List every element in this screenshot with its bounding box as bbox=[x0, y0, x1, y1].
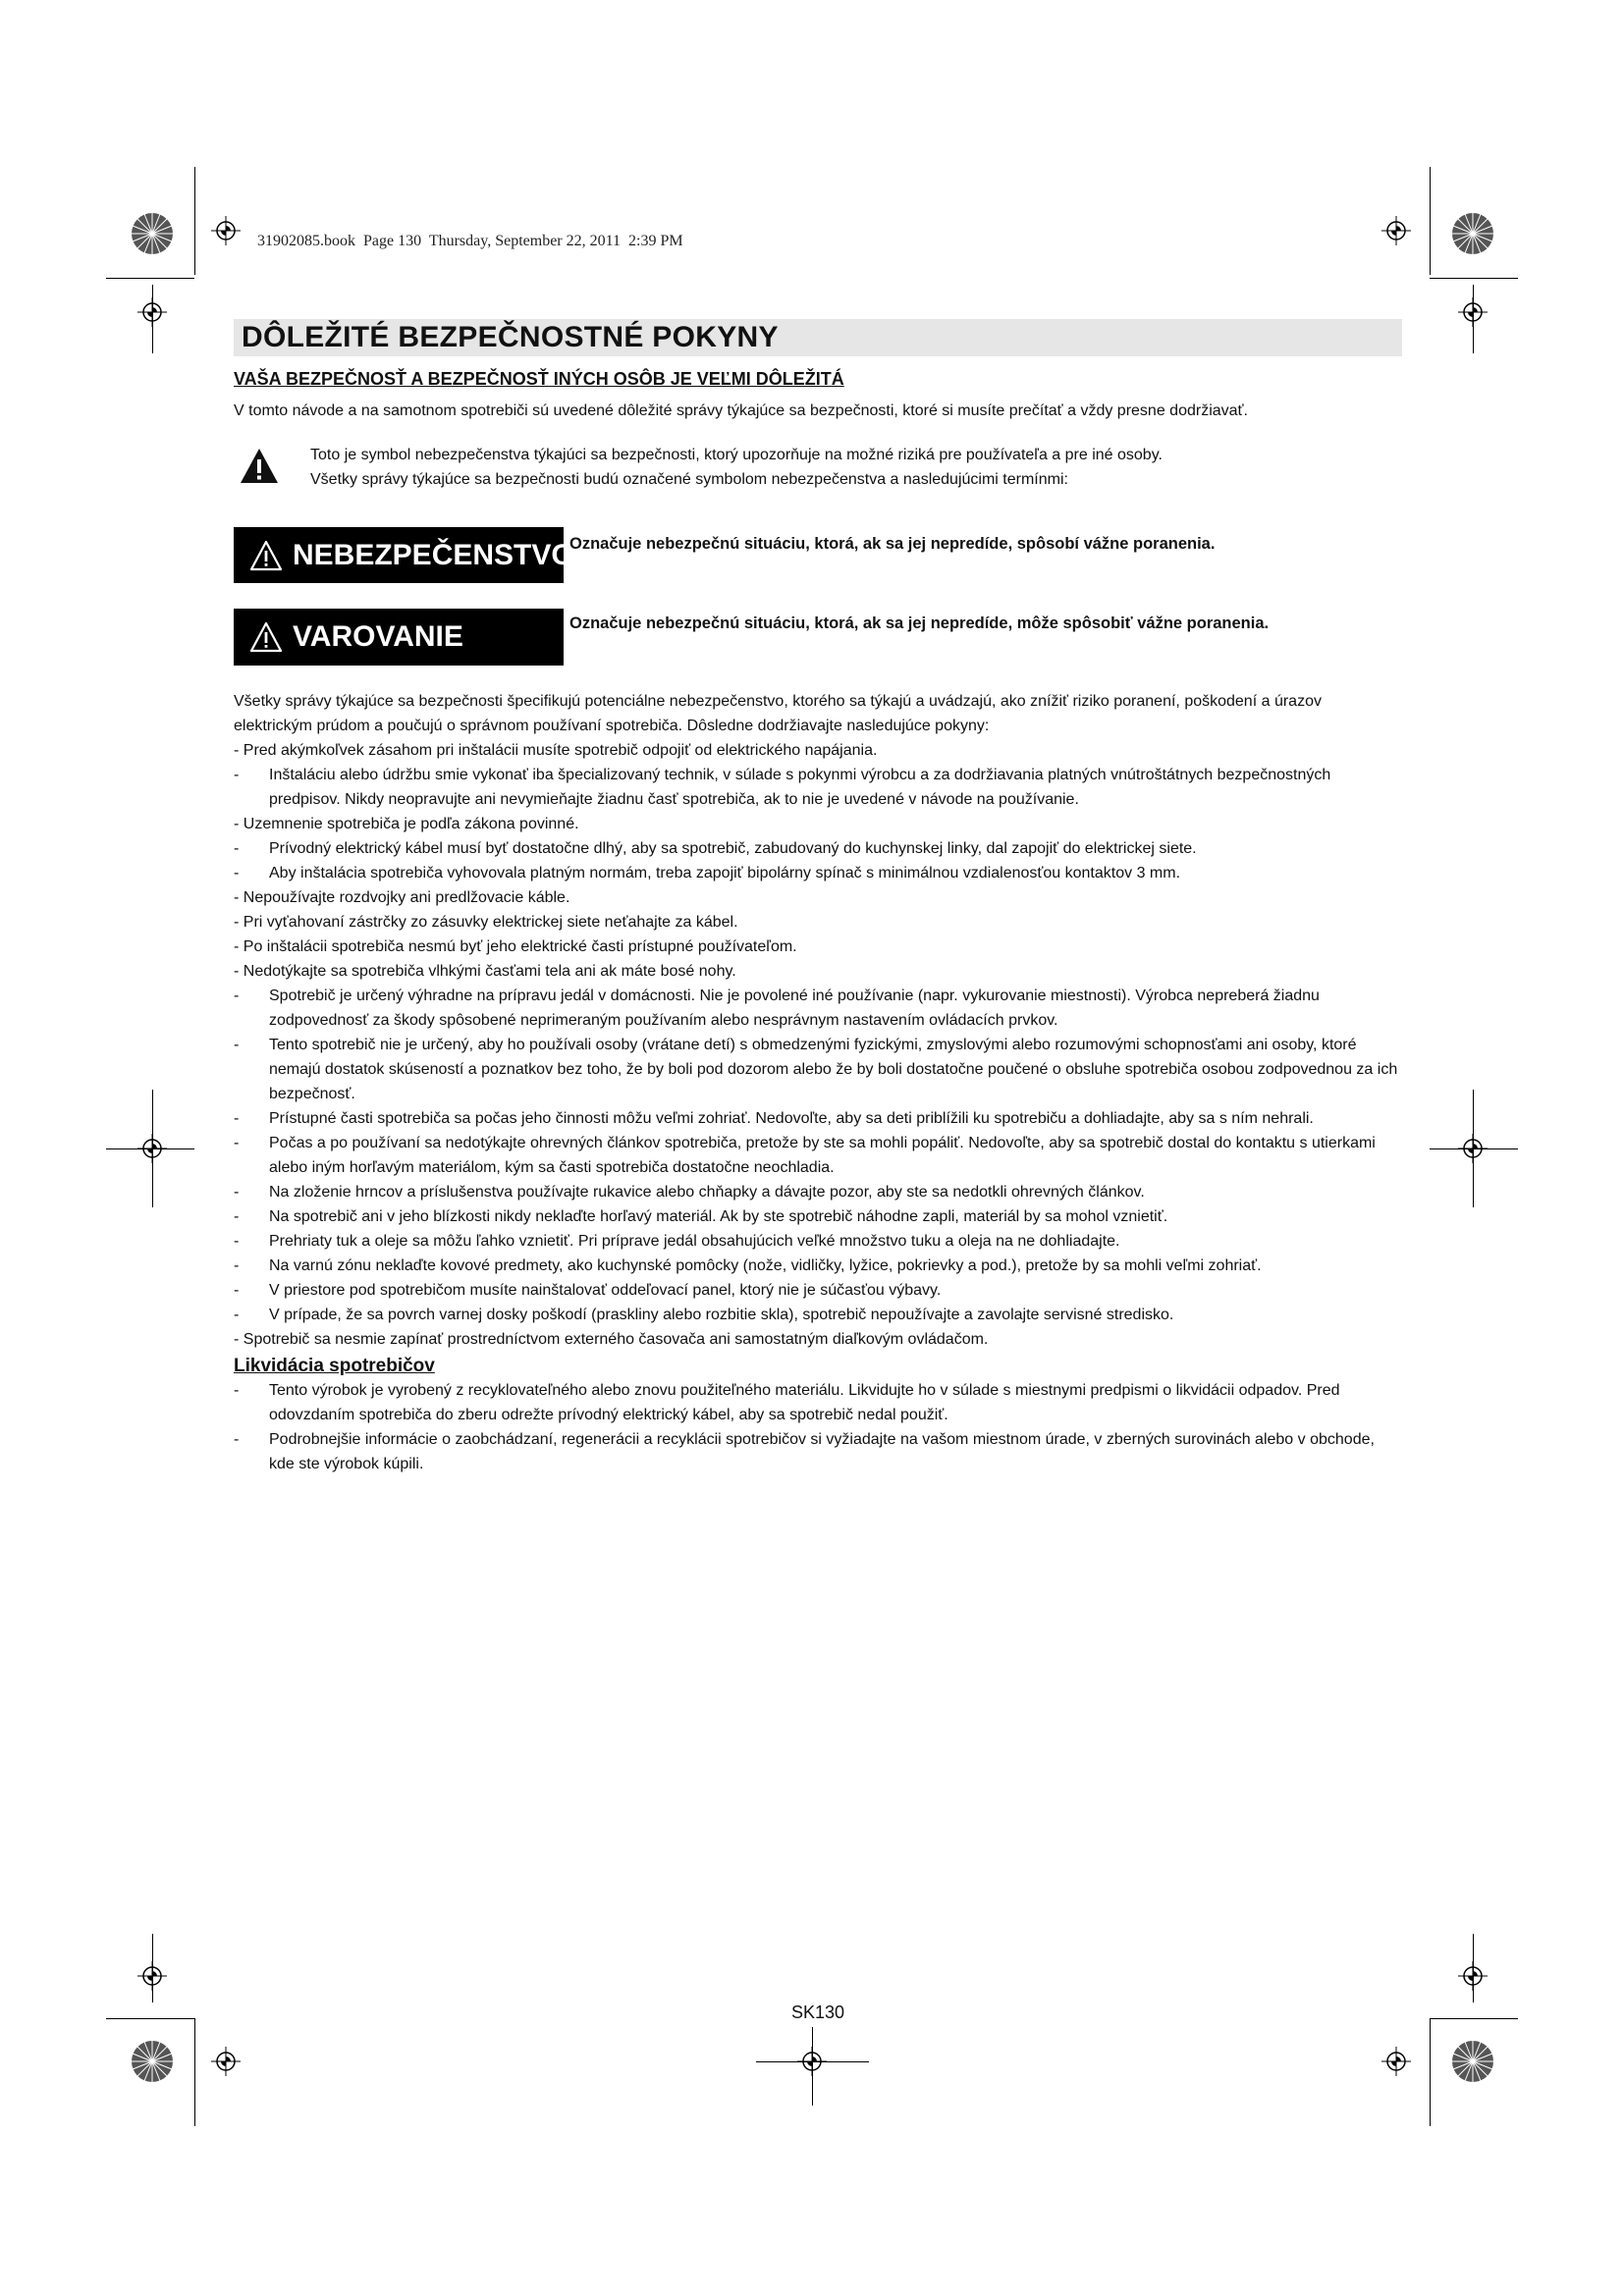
list-dash: - bbox=[234, 1110, 240, 1127]
list-item-text: Podrobnejšie informácie o zaobchádzaní, regenerácii a recyklácii spotrebičov si vyžiadajte na vašom miestnom úrade, v zberných surovinách alebo v obchode, kde ste výrobok kúpili. bbox=[269, 1431, 1375, 1472]
list-item bbox=[234, 1278, 1402, 1303]
warning-signal-box bbox=[234, 609, 564, 666]
list-item bbox=[234, 1106, 1402, 1131]
registration-cross-icon bbox=[1381, 216, 1411, 245]
disposal-list bbox=[234, 1378, 1402, 1476]
list-item bbox=[234, 738, 1402, 763]
list-dash: - bbox=[234, 1037, 240, 1053]
symbol-line-1: Toto je symbol nebezpečenstva týkajúci sa bezpečnosti, ktorý upozorňuje na možné riziká pre používateľa a pre iné osoby. bbox=[310, 447, 1163, 463]
list-item bbox=[234, 1378, 1402, 1427]
list-item-text: - Nepoužívajte rozdvojky ani predlžovacie káble. bbox=[234, 889, 570, 906]
danger-label: NEBEZPEČENSTVO bbox=[293, 538, 574, 571]
list-item-text: - Pred akýmkoľvek zásahom pri inštalácii musíte spotrebič odpojiť od elektrického napájania. bbox=[234, 742, 878, 759]
list-item bbox=[234, 763, 1402, 812]
list-item bbox=[234, 812, 1402, 836]
danger-description: Označuje nebezpečnú situáciu, ktorá, ak sa jej nepredíde, spôsobí vážne poranenia. bbox=[569, 535, 1216, 553]
registration-rosette-icon bbox=[1451, 212, 1494, 255]
symbol-line-2: Všetky správy týkajúce sa bezpečnosti budú označené symbolom nebezpečenstva a nasledujúcimi termínmi: bbox=[310, 471, 1068, 488]
crop-line bbox=[1430, 167, 1431, 275]
registration-cross-icon bbox=[211, 216, 241, 245]
list-dash: - bbox=[234, 1307, 240, 1323]
crop-line bbox=[106, 2018, 194, 2019]
list-item-text: Spotrebič je určený výhradne na prípravu jedál v domácnosti. Nie je povolené iné používanie (napr. vykurovanie miestnosti). Výrobca nepreberá žiadnu zodpovednosť za škody spôsobené neprimeraným používaním alebo nesprávnym nastavením ovládacích prvkov. bbox=[269, 988, 1320, 1029]
crop-line bbox=[1473, 285, 1474, 353]
crop-line bbox=[194, 2018, 195, 2126]
registration-rosette-icon bbox=[1451, 2040, 1494, 2083]
list-item-text: Na varnú zónu neklaďte kovové predmety, ako kuchynské pomôcky (nože, vidličky, lyžice, pokrievky a pod.), pretože by sa mohli veľmi zohriať. bbox=[269, 1257, 1262, 1274]
list-item bbox=[234, 910, 1402, 934]
general-paragraph: Všetky správy týkajúce sa bezpečnosti špecifikujú potenciálne nebezpečenstvo, ktorého sa týkajú a uvádzajú, ako znížiť riziko poranení, poškodení a úrazov elektrickým prúdom a poučujú o správnom používaní spotrebiča. Dôsledne dodržiavajte nasledujúce pokyny: bbox=[234, 693, 1322, 734]
book-header-line: 31902085.book Page 130 Thursday, September 22, 2011 2:39 PM bbox=[257, 233, 683, 249]
list-item-text: Tento spotrebič nie je určený, aby ho používali osoby (vrátane detí) s obmedzenými fyzickými, zmyslovými alebo rozumovými schopnosťami ani osoby, ktoré nemajú dostatok skúseností a poznatkov bez toho, že by boli pod dozorom alebo že by boli dostatočne poučené o obsluhe spotrebiča osobou zodpovednou za ich bezpečnosť. bbox=[269, 1037, 1398, 1102]
list-dash: - bbox=[234, 1184, 240, 1201]
list-item-text: Tento výrobok je vyrobený z recyklovateľného alebo znovu použiteľného materiálu. Likvidujte ho v súlade s miestnymi predpismi o likvidácii odpadov. Pred odovzdaním spotrebiča do zberu odrežte prívodný elektrický kábel, aby sa spotrebič nedal použiť. bbox=[269, 1382, 1340, 1423]
list-item-text: Počas a po používaní sa nedotýkajte ohrevných článkov spotrebiča, pretože by ste sa mohli popáliť. Nedovoľte, aby sa spotrebič dostal do kontaktu s utierkami alebo iným horľavým materiálom, kým sa časti spotrebiča dostatočne neochladia. bbox=[269, 1135, 1376, 1176]
list-dash: - bbox=[234, 840, 240, 857]
crop-line bbox=[152, 285, 153, 353]
list-item-text: - Po inštalácii spotrebiča nesmú byť jeho elektrické časti prístupné používateľom. bbox=[234, 938, 797, 955]
warning-description: Označuje nebezpečnú situáciu, ktorá, ak sa jej nepredíde, môže spôsobiť vážne poranenia. bbox=[569, 614, 1270, 632]
list-dash: - bbox=[234, 1233, 240, 1250]
intro-text: V tomto návode a na samotnom spotrebiči sú uvedené dôležité správy týkajúce sa bezpečnosti, ktoré si musíte prečítať a vždy presne dodržiavať. bbox=[234, 402, 1248, 419]
crop-line bbox=[1430, 2018, 1518, 2019]
list-item-text: - Nedotýkajte sa spotrebiča vlhkými časťami tela ani ak máte bosé nohy. bbox=[234, 963, 736, 980]
crop-line bbox=[1430, 1148, 1518, 1149]
crop-line bbox=[194, 167, 195, 275]
list-item bbox=[234, 836, 1402, 861]
list-dash: - bbox=[234, 767, 240, 783]
registration-cross-icon bbox=[137, 1961, 167, 1991]
crop-line bbox=[106, 1148, 194, 1149]
registration-cross-icon bbox=[1458, 1961, 1488, 1991]
list-item-text: - Spotrebič sa nesmie zapínať prostredníctvom externého časovača ani samostatným diaľkovým ovládačom. bbox=[234, 1331, 989, 1348]
list-item-text: V prípade, že sa povrch varnej dosky poškodí (praskliny alebo rozbitie skla), spotrebič nepoužívajte a zavolajte servisné stredisko. bbox=[269, 1307, 1174, 1323]
list-item bbox=[234, 959, 1402, 984]
list-dash: - bbox=[234, 1382, 240, 1399]
list-item bbox=[234, 1254, 1402, 1278]
page-number: SK130 bbox=[791, 2002, 845, 2022]
list-item bbox=[234, 1229, 1402, 1254]
list-item bbox=[234, 1427, 1402, 1476]
list-item-text: Na zloženie hrncov a príslušenstva používajte rukavice alebo chňapky a dávajte pozor, aby ste sa nedotkli ohrevných článkov. bbox=[269, 1184, 1145, 1201]
safety-instructions bbox=[234, 689, 1402, 1476]
list-dash: - bbox=[234, 1282, 240, 1299]
crop-line bbox=[1430, 278, 1518, 279]
list-dash: - bbox=[234, 1135, 240, 1151]
crop-line bbox=[106, 278, 194, 279]
list-item bbox=[234, 1131, 1402, 1180]
list-item bbox=[234, 1180, 1402, 1204]
warning-outline-icon bbox=[249, 540, 283, 571]
warning-label: VAROVANIE bbox=[293, 620, 463, 653]
list-item bbox=[234, 1303, 1402, 1327]
list-item-text: Aby inštalácia spotrebiča vyhovovala platným normám, treba zapojiť bipolárny spínač s minimálnou vzdialenosťou kontaktov 3 mm. bbox=[269, 865, 1181, 881]
list-item bbox=[234, 1033, 1402, 1106]
registration-cross-icon bbox=[1381, 2047, 1411, 2076]
registration-rosette-icon bbox=[131, 2040, 174, 2083]
instruction-list bbox=[234, 738, 1402, 1352]
list-item bbox=[234, 1204, 1402, 1229]
list-item-text: Prístupné časti spotrebiča sa počas jeho činnosti môžu veľmi zohriať. Nedovoľte, aby sa deti priblížili ku spotrebiču a dohliadajte, aby sa s ním nehrali. bbox=[269, 1110, 1314, 1127]
list-item-text: Prívodný elektrický kábel musí byť dostatočne dlhý, aby sa spotrebič, zabudovaný do kuchynskej linky, dal zapojiť do elektrickej siete. bbox=[269, 840, 1197, 857]
list-item-text: Na spotrebič ani v jeho blízkosti nikdy neklaďte horľavý materiál. Ak by ste spotrebič náhodne zapli, materiál by sa mohol vznietiť. bbox=[269, 1208, 1168, 1225]
list-item-text: Prehriaty tuk a oleje sa môžu ľahko vznietiť. Pri príprave jedál obsahujúcich veľké množstvo tuku a oleja na ne dohliadajte. bbox=[269, 1233, 1120, 1250]
warning-triangle-icon bbox=[240, 447, 279, 486]
crop-line bbox=[1430, 2018, 1431, 2126]
list-dash: - bbox=[234, 988, 240, 1004]
warning-outline-icon bbox=[249, 621, 283, 653]
list-item bbox=[234, 861, 1402, 885]
list-item bbox=[234, 984, 1402, 1033]
list-item bbox=[234, 934, 1402, 959]
danger-signal-box bbox=[234, 527, 574, 583]
disposal-title: Likvidácia spotrebičov bbox=[234, 1356, 435, 1376]
list-item-text: - Pri vyťahovaní zástrčky zo zásuvky elektrickej siete neťahajte za kábel. bbox=[234, 914, 738, 931]
list-item-text: - Uzemnenie spotrebiča je podľa zákona povinné. bbox=[234, 816, 579, 832]
registration-rosette-icon bbox=[131, 212, 174, 255]
section-subtitle: VAŠA BEZPEČNOSŤ A BEZPEČNOSŤ INÝCH OSÔB JE VEĽMI DÔLEŽITÁ bbox=[234, 369, 844, 389]
crop-line bbox=[812, 2027, 813, 2106]
list-dash: - bbox=[234, 1257, 240, 1274]
list-item-text: Inštaláciu alebo údržbu smie vykonať iba špecializovaný technik, v súlade s pokynmi výrobcu a za dodržiavania platných vnútroštátnych bezpečnostných predpisov. Nikdy neopravujte ani nevymieňajte žiadnu časť spotrebiča, ak to nie je uvedené v návode na používanie. bbox=[269, 767, 1331, 808]
list-item bbox=[234, 1327, 1402, 1352]
symbol-explanation bbox=[310, 443, 1163, 492]
registration-cross-icon bbox=[211, 2047, 241, 2076]
list-dash: - bbox=[234, 865, 240, 881]
list-dash: - bbox=[234, 1208, 240, 1225]
list-item bbox=[234, 885, 1402, 910]
list-item-text: V priestore pod spotrebičom musíte nainštalovať oddeľovací panel, ktorý nie je súčasťou výbavy. bbox=[269, 1282, 942, 1299]
list-dash: - bbox=[234, 1431, 240, 1448]
page-title: DÔLEŽITÉ BEZPEČNOSTNÉ POKYNY bbox=[234, 319, 1402, 356]
